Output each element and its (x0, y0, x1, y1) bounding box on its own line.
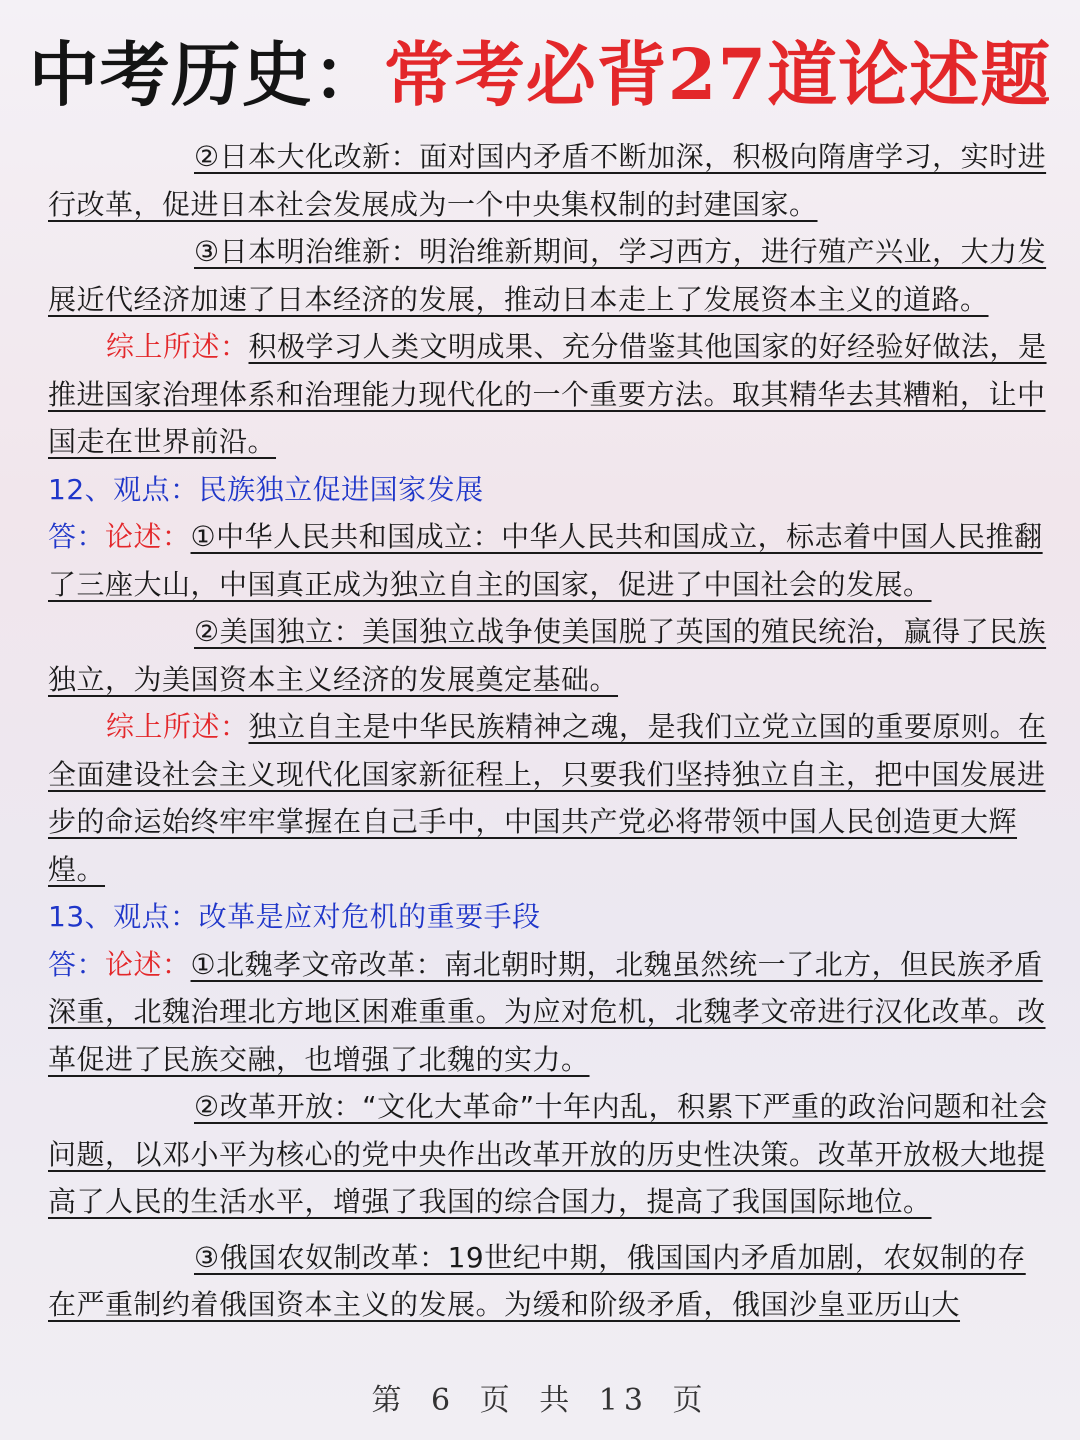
paragraph-summary-12: 综上所述：独立自主是中华民族精神之魂，是我们立党立国的重要原则。在全面建设社会主义现代化国家新征程上，只要我们坚持独立自主，把中国发展进步的命运始终牢牢掌握在自己手中，中国共产党必将带领中国人民创造更大辉煌。 (48, 710, 1047, 886)
paragraph-japan-taika: ②日本大化改新：面对国内矛盾不断加深，积极向隋唐学习，实时进行改革，促进日本社会发展成为一个中央集权制的封建国家。 (48, 140, 1047, 221)
summary-label: 综上所述： (106, 710, 249, 743)
page-title (0, 30, 1080, 120)
answer-label: 答： (48, 520, 106, 553)
title-prefix: 中考历史： (28, 33, 384, 116)
page-number: 第 6 页 共 13 页 (371, 1383, 709, 1418)
answer-13-point-3: ③俄国农奴制改革：19世纪中期，俄国国内矛盾加剧，农奴制的存在严重制约着俄国资本主义的发展。为缓和阶级矛盾，俄国沙皇亚历山大 (48, 1240, 1026, 1321)
answer-13-point-2: ②改革开放：“文化大革命”十年内乱，积累下严重的政治问题和社会问题，以邓小平为核心的党中央作出改革开放的历史性决策。改革开放极大地提高了人民的生活水平，增强了我国的综合国力，提高了我国国际地位。 (48, 1090, 1048, 1218)
discussion-label: 论述： (105, 947, 191, 981)
answer-13-point-1: 答：论述：①北魏孝文帝改革：南北朝时期，北魏虽然统一了北方，但民族矛盾深重，北魏治理北方地区困难重重。为应对危机，北魏孝文帝进行汉化改革。改革促进了民族交融，也增强了北魏的实力。 (48, 947, 1046, 1076)
answer-12-point-1: 答：论述：①中华人民共和国成立：中华人民共和国成立，标志着中国人民推翻了三座大山，中国真正成为独立自主的国家，促进了中国社会的发展。 (48, 520, 1043, 601)
discussion-label: 论述： (105, 520, 191, 553)
answer-12-point-2: ②美国独立：美国独立战争使美国脱了英国的殖民统治，赢得了民族独立，为美国资本主义经济的发展奠定基础。 (48, 615, 1047, 696)
question-13-heading: 13、观点：改革是应对危机的重要手段 (48, 900, 541, 933)
paragraph-japan-meiji: ③日本明治维新：明治维新期间，学习西方，进行殖产兴业，大力发展近代经济加速了日本经济的发展，推动日本走上了发展资本主义的道路。 (48, 235, 1047, 316)
summary-label: 综上所述： (106, 330, 249, 363)
paragraph-summary-11: 综上所述：积极学习人类文明成果、充分借鉴其他国家的好经验好做法，是推进国家治理体系和治理能力现代化的一个重要方法。取其精华去其糟粕，让中国走在世界前沿。 (48, 330, 1047, 458)
answer-label: 答： (48, 947, 106, 981)
title-highlight: 常考必背27道论述题 (383, 33, 1052, 116)
question-12-heading: 12、观点：民族独立促进国家发展 (48, 472, 484, 506)
document-body (48, 133, 1054, 1329)
